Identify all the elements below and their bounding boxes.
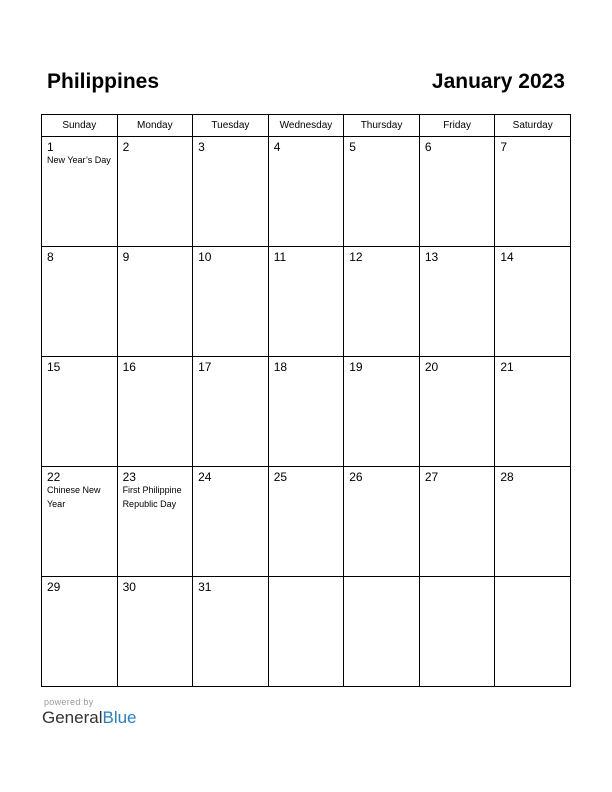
day-cell[interactable]	[495, 247, 571, 357]
empty-day-cell	[419, 577, 495, 687]
day-cell[interactable]	[344, 357, 420, 467]
day-cell[interactable]	[268, 137, 344, 247]
empty-day-cell	[344, 577, 420, 687]
day-cell[interactable]	[117, 357, 193, 467]
week-row	[42, 467, 571, 577]
day-number: 18	[273, 360, 288, 374]
day-number: 16	[122, 360, 136, 374]
day-cell[interactable]	[495, 137, 571, 247]
day-cell[interactable]	[419, 467, 495, 577]
day-number: 29	[47, 580, 61, 594]
day-number: 7	[500, 140, 508, 154]
holiday-label: Chinese New Year	[47, 485, 101, 509]
brand-logo[interactable]	[42, 708, 137, 728]
holiday-label: First Philippine Republic Day	[122, 485, 182, 509]
day-cell[interactable]	[268, 357, 344, 467]
day-cell[interactable]	[268, 467, 344, 577]
day-cell[interactable]	[42, 577, 118, 687]
day-number: 21	[500, 360, 514, 374]
day-cell[interactable]	[419, 357, 495, 467]
day-cell[interactable]	[193, 247, 269, 357]
weekday-header-monday: Monday	[117, 115, 193, 137]
weekday-header-saturday: Saturday	[495, 115, 571, 137]
brand-name-blue: Blue	[102, 708, 137, 727]
day-number: 17	[198, 360, 212, 374]
day-number: 13	[424, 250, 439, 264]
day-number: 24	[198, 470, 212, 484]
day-cell[interactable]	[42, 137, 118, 247]
day-number: 11	[273, 250, 287, 264]
calendar-grid	[41, 114, 571, 687]
weekday-header-friday: Friday	[419, 115, 495, 137]
day-number: 26	[349, 470, 363, 484]
day-cell[interactable]	[344, 137, 420, 247]
day-number: 19	[349, 360, 363, 374]
day-cell[interactable]	[419, 247, 495, 357]
weekday-header-wednesday: Wednesday	[268, 115, 344, 137]
weekday-header-thursday: Thursday	[344, 115, 420, 137]
week-row	[42, 577, 571, 687]
day-number: 14	[500, 250, 514, 264]
day-number: 10	[198, 250, 212, 264]
country-title: Philippines	[47, 70, 160, 93]
week-row	[42, 357, 571, 467]
weekday-header-tuesday: Tuesday	[193, 115, 269, 137]
day-cell[interactable]	[117, 137, 193, 247]
day-cell[interactable]	[42, 247, 118, 357]
day-number: 8	[47, 250, 54, 264]
day-cell[interactable]	[193, 137, 269, 247]
day-number: 3	[198, 140, 205, 154]
day-cell[interactable]	[117, 467, 193, 577]
month-year-title: January 2023	[431, 70, 565, 93]
day-number: 5	[349, 140, 356, 154]
weekday-header-row	[42, 115, 571, 137]
powered-by-text: powered by	[44, 697, 94, 707]
day-number: 6	[424, 140, 432, 154]
day-number: 31	[198, 580, 212, 594]
day-cell[interactable]	[42, 467, 118, 577]
day-cell[interactable]	[268, 247, 344, 357]
day-number: 12	[349, 250, 363, 264]
day-cell[interactable]	[495, 357, 571, 467]
day-cell[interactable]	[42, 357, 118, 467]
day-cell[interactable]	[344, 467, 420, 577]
calendar-body	[42, 137, 571, 687]
day-number: 27	[424, 470, 439, 484]
day-number: 2	[122, 140, 130, 154]
holiday-label: New Year’s Day	[47, 155, 111, 165]
day-number: 20	[424, 360, 439, 374]
day-number: 15	[47, 360, 61, 374]
day-number: 28	[500, 470, 514, 484]
day-number: 9	[122, 250, 130, 264]
week-row	[42, 247, 571, 357]
empty-day-cell	[268, 577, 344, 687]
day-cell[interactable]	[419, 137, 495, 247]
day-number: 25	[273, 470, 288, 484]
day-number: 30	[122, 580, 136, 594]
week-row	[42, 137, 571, 247]
day-cell[interactable]	[193, 357, 269, 467]
day-number: 1	[47, 140, 54, 154]
day-cell[interactable]	[193, 467, 269, 577]
day-cell[interactable]	[117, 247, 193, 357]
day-number: 4	[273, 140, 281, 154]
day-number: 23	[122, 470, 136, 484]
day-number: 22	[47, 470, 61, 484]
day-cell[interactable]	[495, 467, 571, 577]
empty-day-cell	[495, 577, 571, 687]
weekday-header-sunday: Sunday	[42, 115, 118, 137]
day-cell[interactable]	[344, 247, 420, 357]
day-cell[interactable]	[193, 577, 269, 687]
day-cell[interactable]	[117, 577, 193, 687]
brand-name-general: General	[42, 708, 103, 727]
footer-branding	[42, 696, 137, 728]
